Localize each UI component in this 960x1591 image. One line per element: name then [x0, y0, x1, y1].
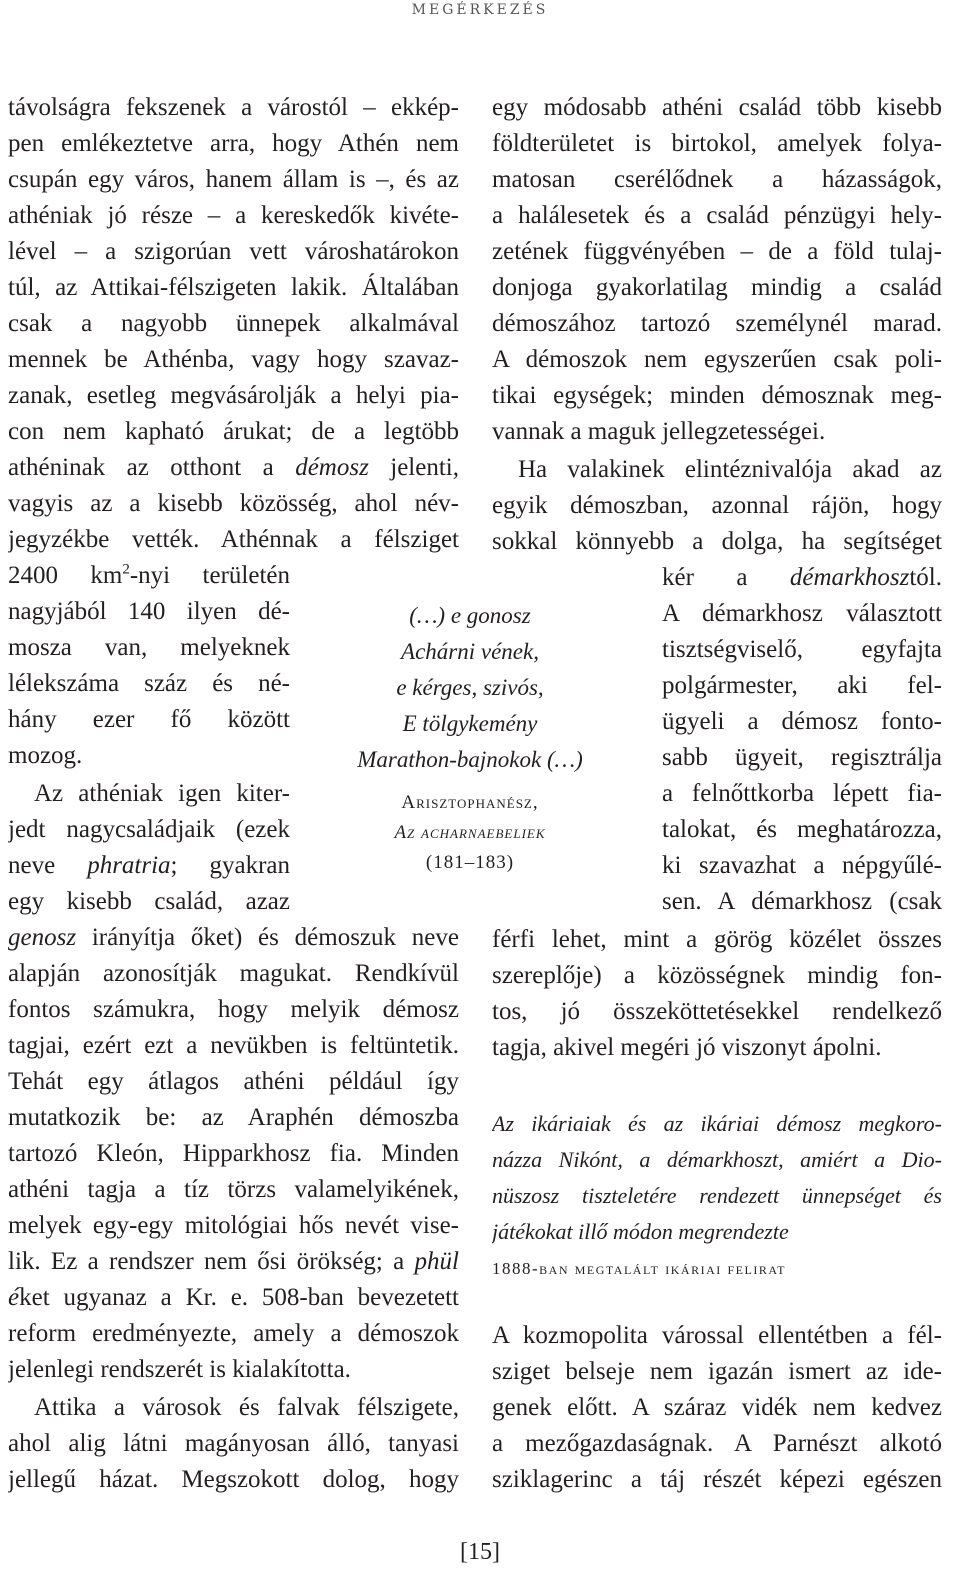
running-header: MEGÉRKEZÉS [411, 2, 549, 18]
text-line: egy módosabb athéni család több kisebb [492, 94, 942, 121]
text-line: zetének függvényében – de a föld tulaj- [492, 238, 942, 265]
italic-term: genosz [8, 924, 77, 951]
text-line: 2400 $km^2$-nyi területén [8, 561, 290, 589]
text-line: a halálesetek és a család pénzügyi hely- [492, 202, 942, 229]
text-line: sen. A démarkhosz (csak [662, 888, 942, 915]
text-line: jedt nagycsaládjaik (ezek [8, 816, 290, 843]
text-line: ahol alig látni magányosan álló, tanyasi [8, 1430, 459, 1457]
text-line: athéniak jó része – a kereskedők kivéte- [8, 202, 459, 229]
text-line: csupán egy város, hanem állam is –, és az [8, 166, 459, 193]
page-number: [15] [460, 1539, 500, 1565]
text-line: con nem kapható árukat; de a legtöbb [8, 418, 459, 445]
text-line: hány ezer fő között [8, 706, 290, 733]
italic-term: démosz [295, 454, 369, 481]
text-line: férfi lehet, mint a görög közélet összes [492, 926, 942, 953]
text-line: jellegű házat. Megszokott dolog, hogy [8, 1466, 459, 1493]
text-line: A démoszok nem egyszerűen csak poli- [492, 346, 942, 373]
text-line: melyek egy-egy mitológiai hős nevét vise- [8, 1212, 459, 1239]
quote-line: e kérges, szivós, [396, 675, 544, 700]
quote-line: Achárni vének, [401, 639, 539, 664]
text-line: éket ugyanaz a Kr. e. 508-ban bevezetett [8, 1284, 459, 1311]
text-line: ki szavazhat a népgyűlé- [662, 852, 942, 879]
quote-lines-ref: (181–183) [425, 852, 515, 873]
text-line: donjoga gyakorlatilag mindig a család [492, 274, 942, 301]
text-line: Tehát egy átlagos athéni például így [8, 1068, 459, 1095]
text-line: athéninak az otthont a démosz jelenti, [8, 454, 459, 481]
text-line: genek előtt. A száraz vidék nem kedvez [492, 1394, 942, 1421]
text-line: zanak, esetleg megvásárolják a helyi pia- [8, 382, 459, 409]
text-line: a mezőgazdaságnak. A Parnészt alkotó [492, 1430, 942, 1457]
quote-author: Arisztophanész, [401, 792, 539, 813]
quote-line: Marathon-bajnokok (…) [357, 747, 583, 772]
text-line: egyik démoszban, azonnal rájön, hogy [492, 492, 942, 519]
text-line: A kozmopolita várossal ellentétben a fél- [492, 1322, 942, 1349]
text-line: athéni tagja a tíz törzs valamelyikének, [8, 1176, 459, 1203]
text-line: tisztségviselő, egyfajta [662, 636, 942, 663]
italic-term: phratria [87, 852, 171, 879]
text-line: reform eredményezte, amely a démoszok [8, 1320, 459, 1347]
text-line: mosza van, melyeknek [8, 634, 290, 661]
text-line: földterületet is birtokol, amelyek folya- [492, 130, 942, 157]
text-line: tartozó Kleón, Hipparkhosz fia. Minden [8, 1140, 459, 1167]
text-line: a felnőttkorba lépett fia- [662, 780, 942, 807]
text-line: Az athéniak igen kiter- [34, 780, 290, 807]
text-line: sabb ügyeit, regisztrálja [662, 744, 942, 771]
text-line: vagyis az a kisebb közösség, ahol név- [8, 490, 459, 517]
epigraph-line: játékokat illő módon megrendezte [492, 1219, 789, 1244]
text-line: matosan cserélődnek a házasságok, [492, 166, 942, 193]
text-line: démoszához tartozó személynél marad. [492, 310, 942, 337]
text-line: sziklagerinc a táj részét képezi egészen [492, 1466, 942, 1493]
text-line: jelenlegi rendszerét is kialakította. [8, 1356, 351, 1383]
text-line: alapján azonosítják magukat. Rendkívül [8, 960, 459, 987]
text-line: lik. Ez a rendszer nem ősi örökség; a phül [8, 1248, 459, 1275]
text-line: lélekszáma száz és né- [8, 670, 290, 697]
quote-work: Az acharnaebeliek [394, 822, 546, 843]
text-line: lével – a szigorúan vett városhatárokon [8, 238, 459, 265]
quote-line: (…) e gonosz [409, 603, 531, 628]
text-line: kér a démarkhosztól. [662, 564, 942, 591]
text-line: mennek be Athénba, vagy hogy szavaz- [8, 346, 459, 373]
epigraph-source: 1888-ban megtalált ikáriai felirat [492, 1259, 786, 1278]
text-line: genosz irányítja őket) és démoszuk neve [8, 924, 459, 951]
text-line: polgármester, aki fel- [662, 672, 942, 699]
italic-term: phül [414, 1248, 459, 1275]
text-line: mutatkozik be: az Araphén démoszba [8, 1104, 459, 1131]
text-line: Ha valakinek elintéznivalója akad az [518, 456, 942, 483]
text-line: ügyeli a démosz fonto- [662, 708, 942, 735]
text-line: mozog. [8, 742, 83, 769]
epigraph-line: názza Nikónt, a démarkhoszt, amiért a Dio- [492, 1147, 942, 1172]
text-line: fontos számukra, hogy melyik démosz [8, 996, 459, 1023]
text-line: vannak a maguk jellegzetességei. [492, 418, 826, 445]
italic-term: démarkhosz [789, 564, 910, 591]
text-line: jegyzékbe vették. Athénnak a félsziget [8, 526, 459, 553]
text-line: nagyjából 140 ilyen dé- [8, 598, 290, 625]
epigraph-line: Az ikáriaiak és az ikáriai démosz megkoro- [492, 1111, 942, 1136]
text-line: A démarkhosz választott [662, 600, 942, 627]
text-line: Attika a városok és falvak félszigete, [34, 1394, 459, 1421]
text-line: túl, az Attikai-félszigeten lakik. Általában [8, 274, 459, 301]
text-line: szereplője) a közösségnek mindig fon- [492, 962, 942, 989]
text-line: neve phratria; gyakran [8, 852, 290, 879]
text-line: tagja, akivel megéri jó viszonyt ápolni. [492, 1034, 882, 1061]
text-line: tikai egységek; minden démosznak meg- [492, 382, 942, 409]
text-line: pen emlékeztetve arra, hogy Athén nem [8, 130, 459, 157]
epigraph-line: nüszosz tiszteletére rendezett ünnepséget és [492, 1183, 942, 1208]
text-line: talokat, és meghatározza, [662, 816, 942, 843]
quote-line: E tölgykemény [402, 711, 538, 736]
text-line: egy kisebb család, azaz [8, 888, 290, 915]
text-line: csak a nagyobb ünnepek alkalmával [8, 310, 459, 337]
text-line: távolságra fekszenek a várostól – ekkép- [8, 94, 459, 121]
italic-term: é [8, 1284, 20, 1311]
text-line: tos, jó összeköttetésekkel rendelkező [492, 998, 942, 1025]
text-line: sziget belseje nem igazán ismert az ide- [492, 1358, 942, 1385]
text-line: tagjai, ezért ezt a nevükben is feltüntetik. [8, 1032, 459, 1059]
text-line: sokkal könnyebb a dolga, ha segítséget [492, 528, 942, 555]
